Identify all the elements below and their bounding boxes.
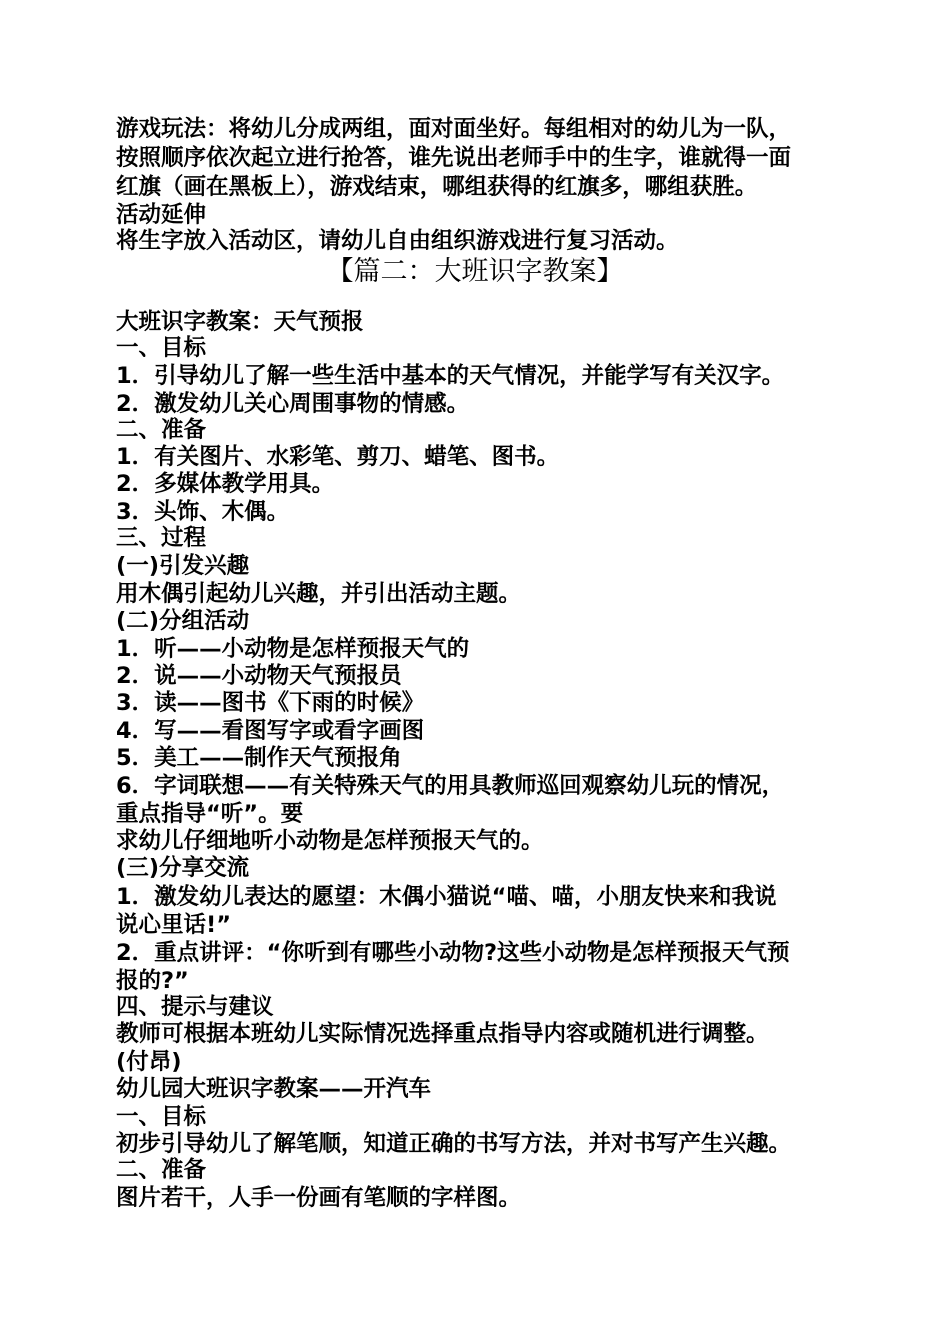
text-line: 4．写——看图写字或看字画图	[116, 718, 425, 744]
text-line: 2．重点讲评：“你听到有哪些小动物?这些小动物是怎样预报天气预	[116, 940, 790, 966]
text-line: 四、提示与建议	[116, 994, 274, 1020]
text-line: 6．字词联想——有关特殊天气的用具教师巡回观察幼儿玩的情况，	[116, 773, 785, 799]
text-line: 2．激发幼儿关心周围事物的情感。	[116, 391, 470, 417]
text-line: 图片若干，人手一份画有笔顺的字样图。	[116, 1185, 522, 1211]
text-line: 重点指导“听”。要	[116, 801, 304, 827]
text-line: (一)引发兴趣	[116, 553, 250, 579]
text-line: 1．激发幼儿表达的愿望：木偶小猫说“喵、喵，小朋友快来和我说	[116, 884, 777, 910]
text-line: 活动延伸	[116, 202, 207, 228]
text-line: 1．有关图片、水彩笔、剪刀、蜡笔、图书。	[116, 444, 560, 470]
text-line: (二)分组活动	[116, 608, 250, 634]
text-line: 将生字放入活动区，请幼儿自由组织游戏进行复习活动。	[116, 228, 679, 254]
text-line: 二、准备	[116, 417, 207, 443]
text-line: 2．多媒体教学用具。	[116, 471, 335, 497]
text-line: 一、目标	[116, 335, 207, 361]
text-line: 红旗（画在黑板上），游戏结束，哪组获得的红旗多，哪组获胜。	[116, 174, 758, 200]
text-line: 按照顺序依次起立进行抢答，谁先说出老师手中的生字，谁就得一面	[116, 145, 792, 171]
text-line: 教师可根据本班幼儿实际情况选择重点指导内容或随机进行调整。	[116, 1021, 769, 1047]
text-line: 报的?”	[116, 968, 189, 994]
text-line: 2．说——小动物天气预报员	[116, 663, 402, 689]
text-line: 大班识字教案：天气预报	[116, 309, 364, 335]
text-line: 说心里话!”	[116, 912, 232, 938]
section-heading: 【篇二：大班识字教案】	[326, 256, 624, 287]
text-line: 幼儿园大班识字教案——开汽车	[116, 1076, 432, 1102]
text-line: 一、目标	[116, 1104, 207, 1130]
text-line: 游戏玩法：将幼儿分成两组，面对面坐好。每组相对的幼儿为一队，	[116, 116, 792, 142]
text-line: 3．读——图书《下雨的时候》	[116, 690, 425, 716]
text-line: (三)分享交流	[116, 855, 250, 881]
text-line: 1．听——小动物是怎样预报天气的	[116, 636, 470, 662]
text-line: 5．美工——制作天气预报角	[116, 745, 402, 771]
text-line: (付昂)	[116, 1049, 182, 1075]
text-line: 二、准备	[116, 1157, 207, 1183]
text-line: 三、过程	[116, 525, 207, 551]
text-line: 3．头饰、木偶。	[116, 499, 290, 525]
text-line: 求幼儿仔细地听小动物是怎样预报天气的。	[116, 828, 544, 854]
text-line: 初步引导幼儿了解笔顺，知道正确的书写方法，并对书写产生兴趣。	[116, 1131, 792, 1157]
text-line: 用木偶引起幼儿兴趣，并引出活动主题。	[116, 581, 522, 607]
text-line: 1．引导幼儿了解一些生活中基本的天气情况，并能学写有关汉字。	[116, 363, 785, 389]
